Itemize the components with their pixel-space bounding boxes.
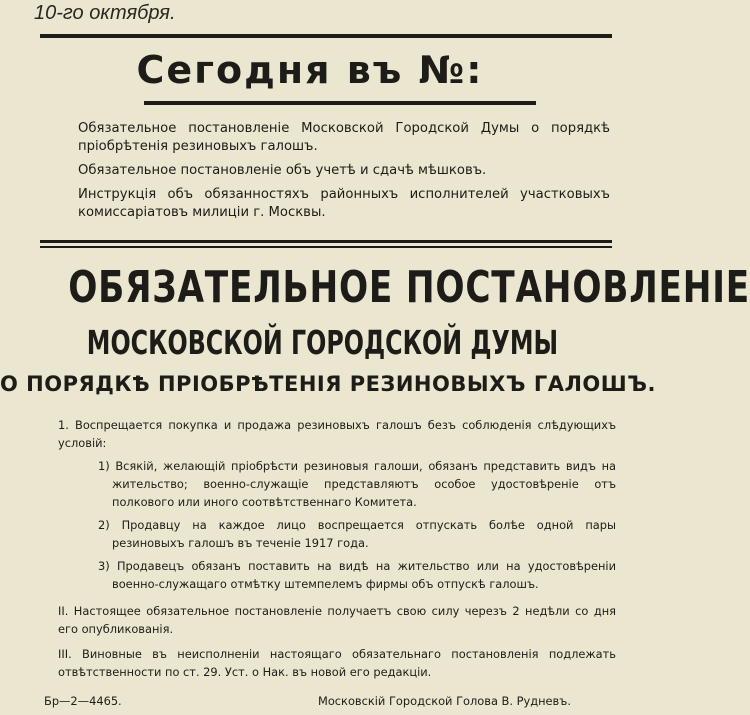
headline-sub: МОСКОВСКОЙ ГОРОДСКОЙ ДУМЫ <box>86 323 559 362</box>
title-underline <box>144 101 536 105</box>
section-rule-lower <box>40 246 612 248</box>
clause-1: 1. Воспрещается покупка и продажа резиновыхъ галошъ безъ соблюденія слѣдующихъ условій: <box>58 418 616 450</box>
headline-topic: О ПОРЯДКѢ ПРІОБРѢТЕНІЯ РЕЗИНОВЫХЪ ГАЛОШЪ. <box>0 372 656 396</box>
dateline: 10-го октября. <box>34 2 176 24</box>
contents-item: Обязательное постановленіе Московской Городской Думы о порядкѣ пріобрѣтенія резиновыхъ галошъ. <box>78 121 610 154</box>
clause-2: II. Настоящее обязательное постановленіе получаетъ свою силу черезъ 2 недѣли со дня его опубликованія. <box>58 604 616 636</box>
subclause-2: 2) Продавцу на каждое лицо воспрещается отпускать болѣе одной пары резиновыхъ галошъ въ теченіе 1917 года. <box>98 518 616 550</box>
reference-number: Бр—2—4465. <box>44 694 122 708</box>
top-rule <box>40 34 612 38</box>
subclause-3: 3) Продавецъ обязанъ поставить на видѣ на жительство или на удостовѣреніи военно-служащаго отмѣтку штемпелемъ фирмы объ отпускѣ галошъ. <box>98 559 616 591</box>
headline-main: ОБЯЗАТЕЛЬНОЕ ПОСТАНОВЛЕНІЕ <box>68 262 750 313</box>
ordinance-body <box>44 416 616 681</box>
issue-contents <box>78 120 610 228</box>
section-rule-upper <box>40 240 612 243</box>
signature: Московскій Городской Голова В. Рудневъ. <box>318 694 571 708</box>
subclause-1: 1) Всякій, желающій пріобрѣсти резиновыя галоши, обязанъ представить видъ на жительство; военно-служащіе представляютъ особое удостовѣреніе отъ полкового или иного соотвѣтственнаго Комитета. <box>98 459 616 509</box>
today-in-issue-title: Сегодня въ №: <box>136 48 484 92</box>
clause-3: III. Виновные въ неисполненіи настоящаго обязательнаго постановленія подлежать отвѣтственности по ст. 29. Уст. о Нак. въ новой его редакціи. <box>58 647 616 679</box>
contents-item: Инструкція объ обязанностяхъ районныхъ исполнителей участковыхъ комиссаріатовъ милиціи г. Москвы. <box>78 187 610 220</box>
contents-item: Обязательное постановленіе объ учетѣ и сдачѣ мѣшковъ. <box>78 163 487 178</box>
